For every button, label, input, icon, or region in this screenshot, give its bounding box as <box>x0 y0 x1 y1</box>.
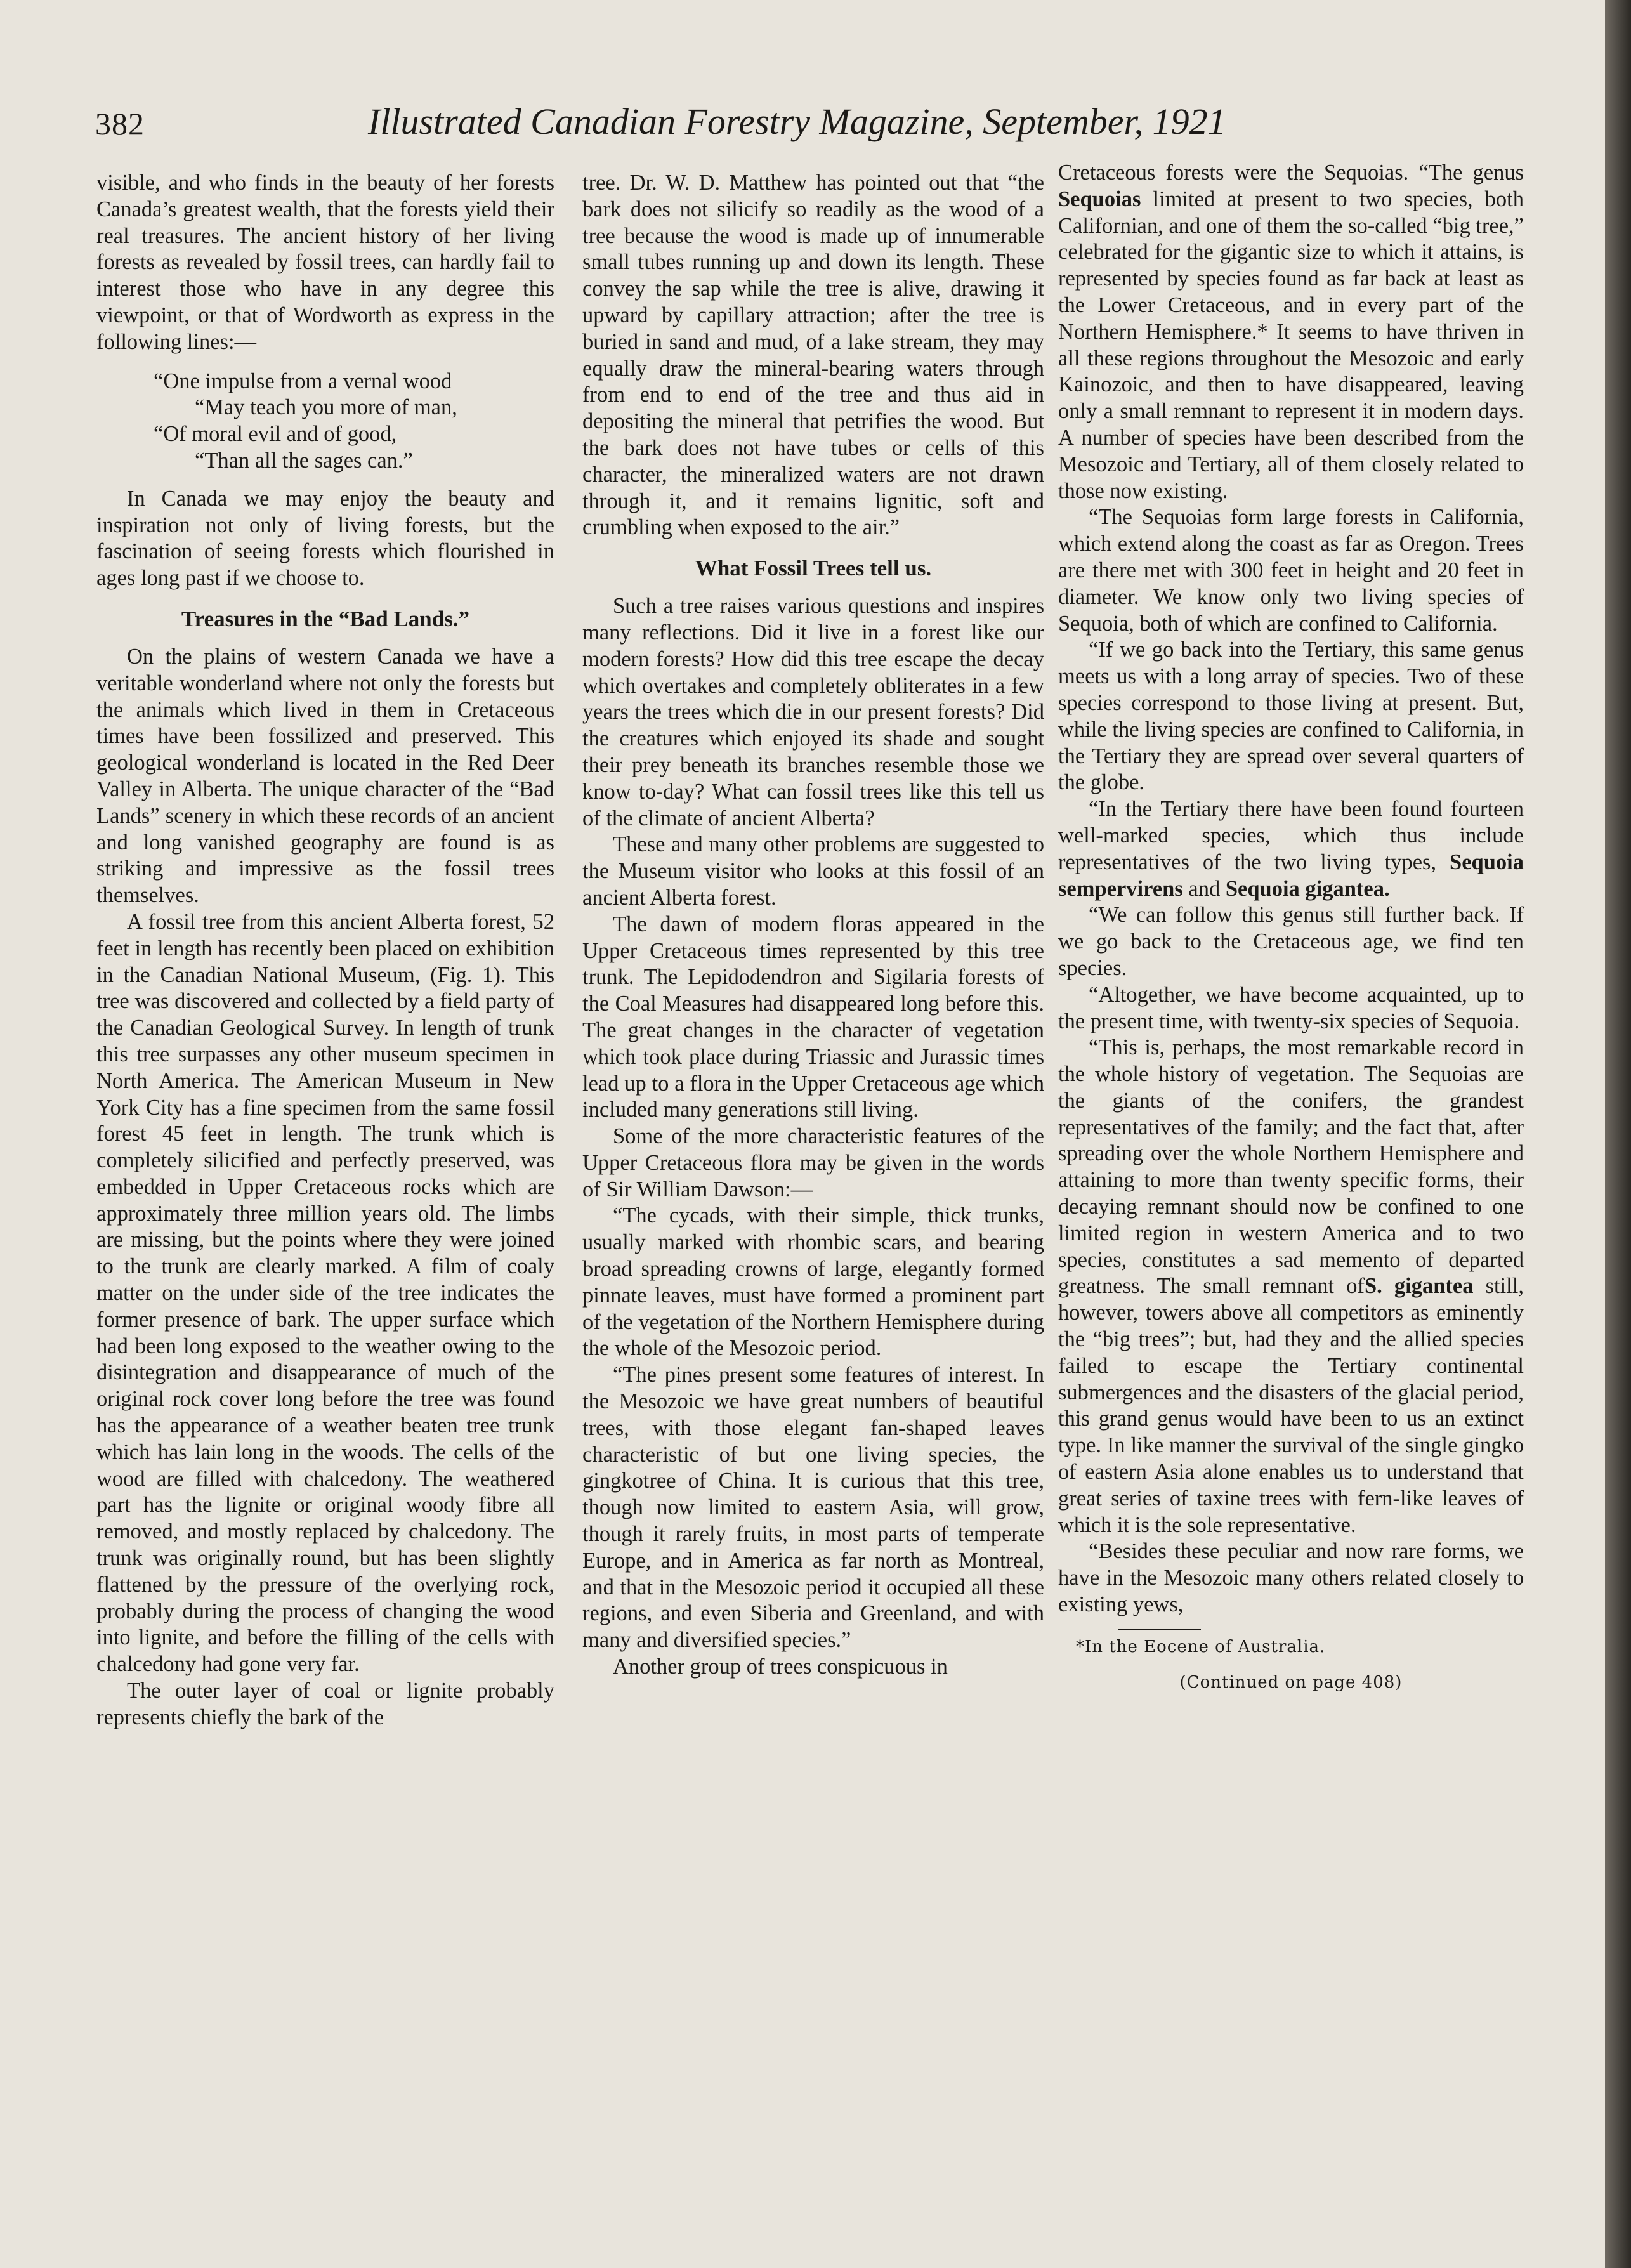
species-name: Sequoia gigantea. <box>1225 876 1390 901</box>
running-title: Illustrated Canadian Forestry Magazine, September, 1921 <box>368 101 1226 142</box>
paragraph <box>1058 1035 1524 1538</box>
paragraph: “Altogether, we have become acquainted, up to the present time, with twenty-six species of Sequoia. <box>1058 982 1524 1033</box>
text-run: “In the Tertiary there have been found fourteen well-marked species, which thus include representatives of the two living types, <box>1058 797 1524 874</box>
paragraph: A fossil tree from this ancient Alberta forest, 52 feet in length has recently been placed on exhibition in the Canadian National Museum, (Fig. 1). This tree was discovered and collected by a field party of the Canadian Geological Survey. In length of trunk this tree surpasses any other museum specimen in North America. The American Museum in New York City has a fine specimen from the same fossil forest 45 feet in length. The trunk which is completely silicified and perfectly preserved, was embedded in Upper Cretaceous rocks which are approximately three million years old. The limbs are missing, but the points where they were joined to the trunk are clearly marked. A film of coaly matter on the under side of the tree indicates the former presence of bark. The upper surface which had been long exposed to the weather owing to the disintegration and disappearance of much of the original rock cover long before the tree was found has the appearance of a weather beaten tree trunk which has lain long in the woods. The cells of the wood are filled with chalcedony. The weathered part has the lignite or original woody fibre all removed, and mostly replaced by chalcedony. The trunk was originally round, but has been slightly flattened by the pressure of the overlying rock, probably during the process of changing the wood into lignite, and before the filling of the cells with chalcedony had gone very far. <box>96 909 554 1677</box>
paragraph: “The pines present some features of interest. In the Mesozoic we have great numbers of beautiful trees, with those elegant fan-shaped leaves characteristic of but one living species, the gingkotree of China. It is curious that this tree, though now limited to eastern Asia, will grow, though it rarely fruits, in most parts of temperate Europe, and in America as far north as Montreal, and that in the Mesozoic period it occupied all these regions, and even Siberia and Greenland, and with many and diversified species.” <box>582 1363 1044 1653</box>
page-header <box>95 100 1529 145</box>
paragraph: The outer layer of coal or lignite probably represents chiefly the bark of the <box>96 1679 554 1729</box>
paragraph: These and many other problems are suggested to the Museum visitor who looks at this fossil of an ancient Alberta forest. <box>582 832 1044 910</box>
footnote: *In the Eocene of Australia. <box>1076 1637 1326 1656</box>
paragraph: Another group of trees conspicuous in <box>613 1655 948 1679</box>
paragraph: The dawn of modern floras appeared in the Upper Cretaceous times represented by this tree trunk. The Lepidodendron and Sigilaria forests of the Coal Measures had disappeared long before this. The great changes in the character of vegetation which took place during Triassic and Jurassic times lead up to a flora in the Upper Cretaceous age which included many generations still living. <box>582 912 1044 1122</box>
paragraph: In Canada we may enjoy the beauty and inspiration not only of living forests, but the fascination of seeing forests which flourished in ages long past if we choose to. <box>96 486 554 591</box>
text-run: and <box>1182 876 1226 901</box>
continued-note: (Continued on page 408) <box>1179 1672 1403 1692</box>
species-name: S. gigantea <box>1364 1274 1474 1299</box>
paragraph: “The Sequoias form large forests in California, which extend along the coast as far as Oregon. Trees are there met with 300 feet in height and 20 feet in diameter. We know only two living species of Sequoia, both of which are confined to California. <box>1058 505 1524 636</box>
paragraph: tree. Dr. W. D. Matthew has pointed out that “the bark does not silicify so readily as the wood of a tree because the wood is made up of innumerable small tubes running up and down its length. These convey the sap while the tree is alive, drawing it upward by capillary attraction; after the tree is buried in sand and mud, of a lake stream, they may equally draw the mineral-bearing waters through from end to end of the tree and thus aid in depositing the mineral that petrifies the wood. But the bark does not have tubes or cells of this character, the mineralized waters are not drawn through it, and it remains lignitic, soft and crumbling when exposed to the air.” <box>582 171 1044 540</box>
text-run: limited at present to two species, both Californian, and one of them the so-called “big tree,” celebrated for the gigantic size to which it attains, is represented by species found as far back at least as the Lower Cretaceous, and in every part of the Northern Hemisphere.* It seems to have thriven in all these regions throughout the Mesozoic and early Kainozoic, and then to have disappeared, leaving only a small remnant to represent it in modern days. A number of species have been described from the Mesozoic and Tertiary, all of them closely related to those now existing. <box>1058 187 1524 503</box>
text-run: still, however, towers above all competitors as eminently the “big trees”; but, had they and the allied species failed to escape the Tertiary continental submergences and the disasters of the glacial period, this grand genus would have been to us an extinct type. In like manner the survival of the single gingko of eastern Asia alone enables us to understand that great series of taxine trees with fern-like leaves of which it is the sole representative. <box>1058 1274 1524 1537</box>
poem-line: “Than all the sages can.” <box>195 448 413 473</box>
binding-edge <box>1605 0 1631 2268</box>
species-name: Sequoias <box>1058 187 1141 211</box>
poem-line: “Of moral evil and of good, <box>154 422 397 447</box>
column-2 <box>582 170 1044 1681</box>
poem-line: “One impulse from a vernal wood <box>154 369 452 393</box>
paragraph: “We can follow this genus still further back. If we go back to the Cretaceous age, we find ten species. <box>1058 903 1524 980</box>
paragraph: “Besides these peculiar and now rare forms, we have in the Mesozoic many others related closely to existing yews, <box>1058 1539 1524 1617</box>
species-name: Sequoia sempervirens <box>1058 849 1524 901</box>
paragraph: “The cycads, with their simple, thick trunks, usually marked with rhombic scars, and bearing broad spreading crowns of large, elegantly formed pinnate leaves, must have formed a prominent part of the vegetation of the Northern Hemisphere during the whole of the Mesozoic period. <box>582 1203 1044 1361</box>
footnote-divider <box>1118 1629 1201 1630</box>
paragraph: Some of the more characteristic features of the Upper Cretaceous flora may be given in the words of Sir William Dawson:— <box>582 1124 1044 1202</box>
section-heading-fossil-trees: What Fossil Trees tell us. <box>695 556 932 581</box>
paragraph <box>1058 160 1524 504</box>
column-1 <box>96 170 554 1731</box>
paragraph: “If we go back into the Tertiary, this same genus meets us with a long array of species. Two of these species correspond to those living at present. But, while the living species are confined to California, in the Tertiary they are spread over several quarters of the globe. <box>1058 638 1524 795</box>
poem-quote <box>96 369 554 475</box>
section-heading-bad-lands: Treasures in the “Bad Lands.” <box>181 606 470 631</box>
text-run: Cretaceous forests were the Sequoias. “The genus <box>1058 161 1524 185</box>
paragraph <box>1058 796 1524 902</box>
poem-line: “May teach you more of man, <box>195 395 457 420</box>
text-run: “This is, perhaps, the most remarkable record in the whole history of vegetation. The Sequoias are the giants of the conifers, the grandest representatives of the family; and the fact that, after spreading over the whole Northern Hemisphere and attaining to more than twenty specific forms, their decaying remnant should now be confined to one limited region in western America and to two species, constitutes a sad memento of departed greatness. The small remnant of <box>1058 1035 1524 1299</box>
paragraph: visible, and who finds in the beauty of her forests Canada’s greatest wealth, that the forests yield their real treasures. The ancient history of her living forests as revealed by fossil trees, can hardly fail to interest those who have in any degree this viewpoint, or that of Wordworth as express in the following lines:— <box>96 171 554 354</box>
column-3 <box>1058 160 1524 1693</box>
paragraph: On the plains of western Canada we have a veritable wonderland where not only the forests but the animals which lived in them in Cretaceous times have been fossilized and preserved. This geological wonderland is located in the Red Deer Valley in Alberta. The unique character of the “Bad Lands” scenery in which these records of an ancient and long vanished geography are found is as striking and impressive as the fossil trees themselves. <box>96 644 554 908</box>
paragraph: Such a tree raises various questions and inspires many reflections. Did it live in a forest like our modern forests? How did this tree escape the decay which overtakes and completely obliterates in a few years the trees which die in our present forests? Did the creatures which enjoyed its shade and sought their prey beneath its branches resemble those we know to-day? What can fossil trees like this tell us of the climate of ancient Alberta? <box>582 594 1044 830</box>
page-number: 382 <box>95 106 145 141</box>
